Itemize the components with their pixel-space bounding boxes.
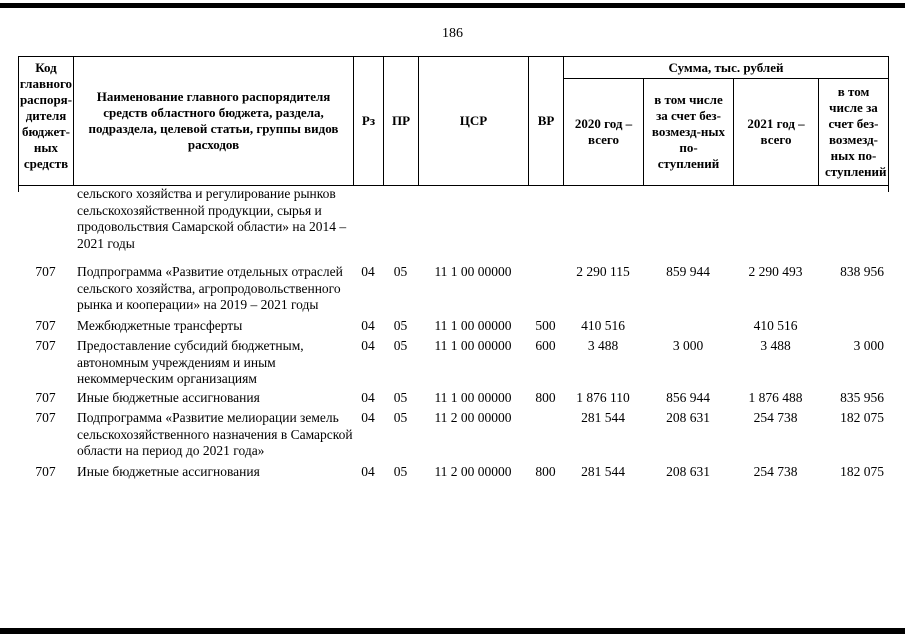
row-rz: 04	[361, 338, 375, 353]
row-2021-free: 835 956	[840, 389, 884, 405]
row-pr: 05	[393, 463, 408, 479]
row-csr: 11 2 00 00000	[434, 410, 512, 425]
row-code: 707	[35, 317, 56, 333]
table-row	[18, 186, 888, 252]
row-2020-free	[643, 186, 733, 252]
row-2020-free: 859 944	[666, 264, 710, 279]
row-vr: 500	[535, 317, 556, 333]
row-2021-total: 254 738	[753, 463, 798, 479]
row-name: Подпрограмма «Развитие мелиорации земель сельскохозяйственного назначения в Самарской области на период до 2021 года»	[77, 410, 353, 458]
top-border-bar	[0, 3, 905, 8]
row-pr: 05	[393, 410, 408, 425]
header-2021-total: 2021 год – всего	[734, 79, 819, 186]
row-pr	[383, 186, 418, 252]
row-2021-total: 1 876 488	[748, 389, 803, 405]
row-2020-free: 208 631	[666, 463, 710, 479]
row-2020-total: 2 290 115	[576, 264, 630, 279]
bottom-border-bar	[0, 628, 905, 634]
table-row	[18, 388, 888, 407]
row-code: 707	[35, 338, 56, 353]
row-2020-total: 281 544	[581, 410, 625, 425]
table-row	[18, 406, 888, 460]
row-rz: 04	[361, 317, 375, 333]
row-2020-free: 208 631	[666, 410, 710, 425]
row-vr: 800	[535, 389, 556, 405]
header-2020-total: 2020 год – всего	[564, 79, 644, 186]
row-name: сельского хозяйства и регулирование рынков сельскохозяйственной продукции, сырья и продовольствия Самарской области» на 2014 – 2021 годы	[77, 186, 347, 251]
row-2021-free: 182 075	[840, 410, 884, 425]
row-rz: 04	[361, 463, 375, 479]
row-name: Подпрограмма «Развитие отдельных отраслей сельского хозяйства, агропродовольственного рынка и кооперации» на 2019 – 2021 годы	[77, 264, 343, 312]
row-pr: 05	[393, 264, 408, 279]
row-rz: 04	[361, 410, 375, 425]
row-rz: 04	[361, 389, 375, 405]
header-csr: ЦСР	[419, 57, 529, 186]
row-pr: 05	[393, 389, 408, 405]
table-header	[18, 56, 889, 186]
header-pr: ПР	[384, 57, 419, 186]
row-2020-total: 410 516	[581, 317, 625, 333]
header-vr: ВР	[529, 57, 564, 186]
header-2021-free: в том числе за счет без-возмезд-ных по-ступлений	[819, 79, 889, 186]
row-2021-total: 410 516	[753, 317, 798, 333]
row-rz: 04	[361, 264, 375, 279]
row-2021-free: 182 075	[840, 463, 884, 479]
page-number: 186	[442, 26, 463, 41]
row-code: 707	[35, 264, 56, 279]
row-csr: 11 2 00 00000	[434, 463, 512, 479]
row-pr: 05	[393, 338, 408, 353]
row-2021-total	[733, 186, 818, 252]
row-csr	[418, 186, 528, 252]
table-body	[18, 186, 888, 480]
row-code: 707	[35, 463, 56, 479]
row-2020-free: 856 944	[666, 389, 710, 405]
header-name: Наименование главного распорядителя средств областного бюджета, раздела, подраздела, целевой статьи, группы видов расходов	[74, 57, 354, 186]
row-2020-total: 1 876 110	[576, 389, 630, 405]
row-name: Межбюджетные трансферты	[77, 317, 243, 333]
row-code	[18, 186, 73, 252]
row-pr: 05	[393, 317, 408, 333]
row-name: Иные бюджетные ассигнования	[77, 389, 260, 405]
row-code: 707	[35, 389, 56, 405]
row-2020-total: 281 544	[581, 463, 625, 479]
row-csr: 11 1 00 00000	[434, 338, 512, 353]
row-2021-free	[818, 314, 888, 335]
header-sum: Сумма, тыс. рублей	[564, 57, 889, 79]
row-vr	[528, 406, 563, 460]
header-rz: Рз	[354, 57, 384, 186]
row-name: Иные бюджетные ассигнования	[77, 463, 260, 479]
row-2020-free	[643, 314, 733, 335]
row-rz	[353, 186, 383, 252]
row-code: 707	[35, 410, 56, 425]
row-csr: 11 1 00 00000	[434, 264, 512, 279]
row-csr: 11 1 00 00000	[434, 389, 512, 405]
row-2021-free: 3 000	[853, 338, 884, 353]
table-row	[18, 460, 888, 481]
row-2020-total: 3 488	[587, 338, 619, 353]
header-code: Код главного распоря-дителя бюджет-ных средств	[19, 57, 74, 186]
table-row	[18, 314, 888, 335]
row-vr: 600	[535, 338, 556, 353]
header-2020-free: в том числе за счет без-возмезд-ных по-ступлений	[644, 79, 734, 186]
row-csr: 11 1 00 00000	[434, 317, 512, 333]
row-name: Предоставление субсидий бюджетным, автономным учреждениям и иным некоммерческим организациям	[77, 338, 304, 386]
row-vr	[528, 186, 563, 252]
row-vr	[528, 252, 563, 314]
row-2021-free: 838 956	[840, 264, 884, 279]
row-2020-free: 3 000	[672, 338, 704, 353]
table-row	[18, 252, 888, 314]
table-row	[18, 334, 888, 388]
row-2021-total: 2 290 493	[748, 264, 803, 279]
row-2021-total: 3 488	[760, 338, 791, 353]
row-vr: 800	[535, 463, 556, 479]
row-2021-total: 254 738	[753, 410, 798, 425]
row-2020-total	[563, 186, 643, 252]
row-2021-free	[818, 186, 888, 252]
